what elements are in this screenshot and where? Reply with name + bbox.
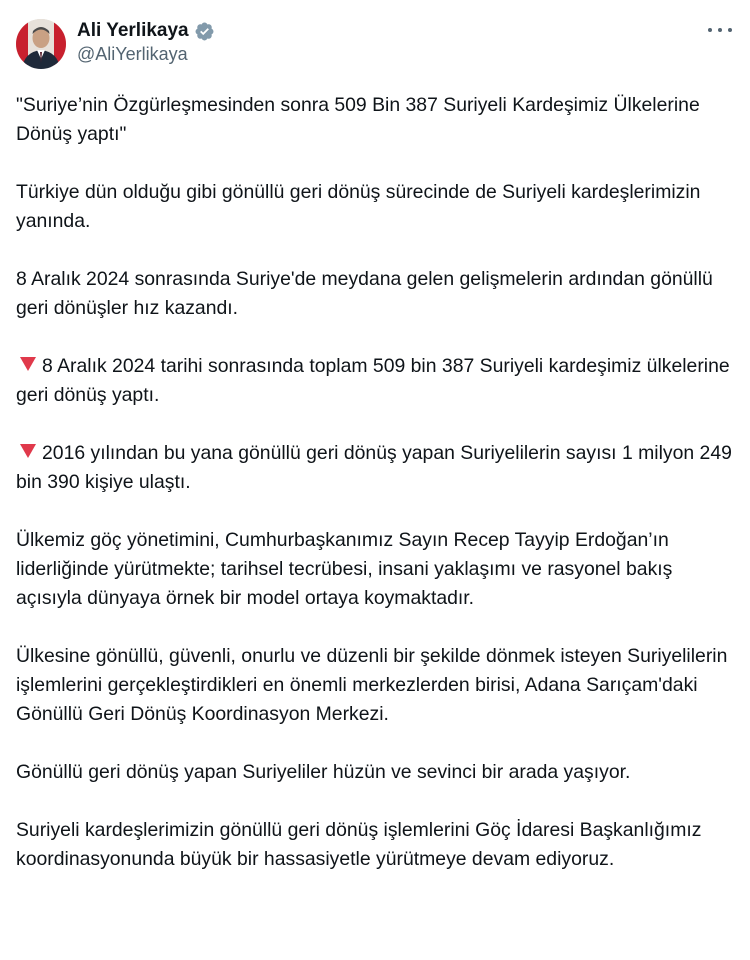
tweet-paragraph-bullet bbox=[16, 352, 734, 410]
author-names bbox=[77, 18, 215, 65]
tweet-paragraph: Gönüllü geri dönüş yapan Suriyeliler hüzün ve sevinci bir arada yaşıyor. bbox=[16, 761, 631, 783]
author-handle[interactable]: @AliYerlikaya bbox=[77, 44, 188, 64]
red-triangle-down-icon bbox=[20, 357, 36, 371]
tweet-paragraph: "Suriye’nin Özgürleşmesinden sonra 509 Bin 387 Suriyeli Kardeşimiz Ülkelerine Dönüş yaptı" bbox=[16, 94, 700, 145]
bullet-text: 8 Aralık 2024 tarihi sonrasında toplam 509 bin 387 Suriyeli kardeşimiz ülkelerine geri dönüş yaptı. bbox=[16, 355, 730, 406]
name-row bbox=[77, 18, 215, 44]
red-triangle-down-icon bbox=[20, 444, 36, 458]
avatar-portrait-icon bbox=[16, 19, 66, 69]
tweet-paragraph: Suriyeli kardeşlerimizin gönüllü geri dönüş işlemlerini Göç İdaresi Başkanlığımız koordinasyonunda büyük bir hassasiyetle yürütmeye devam ediyoruz. bbox=[16, 819, 702, 870]
verified-badge-icon[interactable] bbox=[194, 21, 215, 42]
tweet-paragraph: 8 Aralık 2024 sonrasında Suriye'de meydana gelen gelişmelerin ardından gönüllü geri dönüşler hız kazandı. bbox=[16, 268, 713, 319]
avatar[interactable] bbox=[16, 19, 66, 69]
more-horizontal-icon[interactable] bbox=[708, 22, 732, 38]
tweet-header bbox=[16, 16, 734, 72]
tweet-paragraph: Ülkemiz göç yönetimini, Cumhurbaşkanımız Sayın Recep Tayyip Erdoğan’ın liderliğinde yürütmekte; tarihsel tecrübesi, insani yaklaşımı ve rasyonel bakış açısıyla dünyaya örnek bir model ortaya koymaktadır. bbox=[16, 529, 673, 609]
author-display-name[interactable]: Ali Yerlikaya bbox=[77, 20, 189, 41]
tweet-text bbox=[16, 91, 734, 874]
tweet-paragraph: Ülkesine gönüllü, güvenli, onurlu ve düzenli bir şekilde dönmek isteyen Suriyelilerin işlemlerini gerçekleştirdikleri en önemli merkezlerden birisi, Adana Sarıçam'daki Gönüllü Geri Dönüş Koordinasyon Merkezi. bbox=[16, 645, 728, 725]
tweet-paragraph-bullet bbox=[16, 439, 734, 497]
bullet-text: 2016 yılından bu yana gönüllü geri dönüş yapan Suriyelilerin sayısı 1 milyon 249 bin 390 kişiye ulaştı. bbox=[16, 442, 732, 493]
tweet-paragraph: Türkiye dün olduğu gibi gönüllü geri dönüş sürecinde de Suriyeli kardeşlerimizin yanında. bbox=[16, 181, 701, 232]
